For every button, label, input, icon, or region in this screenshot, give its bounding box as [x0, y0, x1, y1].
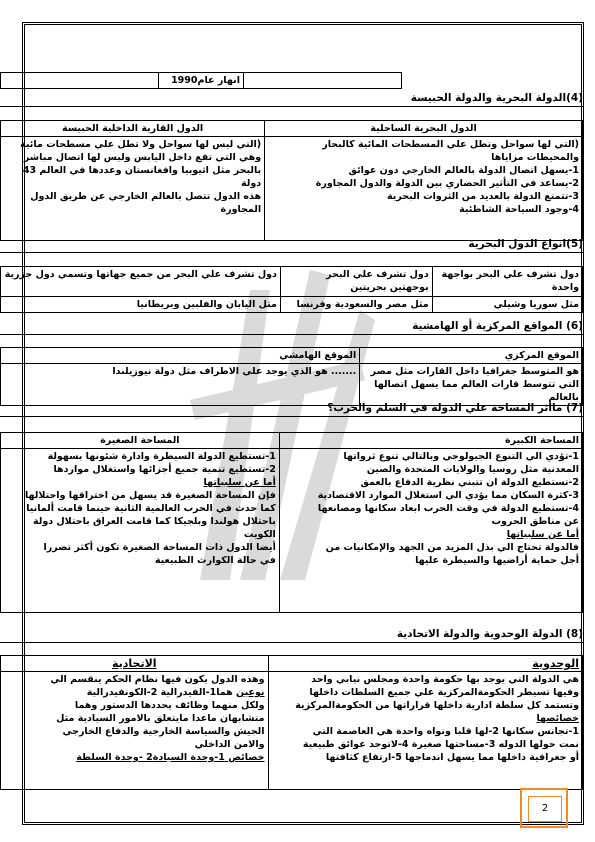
s4-right-line: (التي ليس لها سواحل ولا تطل علي مسطحات مائية: [20, 139, 262, 150]
s6-left-text: هو المتوسط جغرافيا داخل القارات مثل مصر التي تتوسط قارات العالم مما يسهل اتصالها بالعالم: [360, 364, 583, 406]
s7-left-body: [279, 449, 582, 613]
s7-left-line: 3-كثرة السكان مما يؤدي الي استغلال الموارد الاقتصادية: [317, 490, 579, 501]
section-6-title: (6) المواقع المركزية أو الهامشية: [0, 320, 583, 335]
s4-left-line: 1-يسهل اتصال الدولة بالعالم الخارجي دون عوائق: [348, 165, 579, 176]
section-7-table: [0, 432, 583, 613]
s8-right-feat: [4, 751, 265, 764]
s7-left-neg-title: أما عن سلبياتها: [506, 529, 579, 540]
s4-right-line: دولة: [241, 178, 262, 189]
s4-left-line: (التي لها سواحل وتطل علي المسطحات المائية كالبحار: [322, 139, 579, 150]
s6-left-head: الموقع المركزي: [360, 348, 583, 364]
s4-right-line: وهي التي تقع داخل اليابس وليس لها اتصال مباشر: [23, 152, 262, 163]
s8-left-line: هي الدولة التي يوجد بها حكومة واحدة ومجلس نيابي واحد: [311, 674, 579, 685]
s4-left-body: [265, 137, 583, 241]
s7-left-head: المساحة الكبيرة: [279, 433, 582, 449]
section-8-title: (8) الدولة الوحدوية والدولة الاتحادية: [0, 628, 583, 643]
s7-right-neg-line: أيضا الدول ذات المساحة الصغيرة تكون أكثر تضررا: [43, 542, 276, 553]
s8-left-line: وفيها تسيطر الحكومةالمركزية علي جميع السلطات داخلها: [309, 687, 579, 698]
top-cell-empty-2: [1, 73, 159, 89]
s8-right-line: الجيش والسياسة الخارجية والدفاع الخارجي: [62, 726, 265, 737]
s7-right-neg-line: الكويت: [243, 529, 276, 540]
s7-right-line: 1-تستطيع الدولة السيطرة وادارة شئونها بسهولة: [47, 451, 276, 462]
s8-left-feat-line: 1-تجانس سكانها 2-لها قلبا ونواه واحدة هي العاصمة التي: [312, 726, 579, 737]
s4-right-line: هذه الدول تتصل بالعالم الخارجي عن طريق الدول: [30, 191, 262, 202]
s7-right-neg-line: باحتلال هولندا وبلجيكا كما قامت العراق باحتلال دولة: [33, 516, 276, 527]
s7-right-neg-line: في حالة الكوارث الطبيعية: [154, 555, 276, 566]
section-7-title: (7) ماأثر المساحة علي الدولة في السلم والحرب؟: [0, 402, 583, 417]
s8-left-line: وتستمد كل سلطة ادارية داخلها قراراتها من الحكومةالمركزية: [295, 700, 579, 711]
section-6-table: [0, 347, 583, 406]
page-number: 2: [528, 796, 562, 822]
s7-right-neg-title: أما عن سلبياتها: [203, 477, 276, 488]
s4-right-line: المجاورة: [220, 204, 262, 215]
section-5-title: (5)انواع الدول البحرية: [0, 238, 583, 253]
s4-left-head: الدول البحرية الساحلية: [265, 121, 583, 137]
s4-left-line: 3-تتمتع الدولة بالعديد من الثروات البحرية: [387, 191, 579, 202]
s4-left-line: والمحيطات مزاياها: [491, 152, 579, 163]
s8-left-head: الوحدوية: [268, 656, 583, 672]
s5-col2-example: مثل مصر والسعودية وفرنسا: [280, 297, 432, 313]
s7-right-line: 2-تستطيع تنمية جميع أجزائها واستغلال مواردها: [53, 464, 276, 475]
top-cell-empty: [243, 73, 401, 89]
s7-left-line: 4-تستطيع الدولة في وقت الحرب ابعاد سكانها ومصانعها: [317, 503, 579, 514]
s5-col1-desc: دول تشرف علي البحر بواجهة واحدة: [432, 267, 582, 297]
section-4-title: (4)الدولة البحرية والدولة الحبيسة: [0, 92, 583, 107]
s4-right-head: الدول القارية الداخلية الحبيسة: [1, 121, 265, 137]
s4-left-line: 4-وجود السياحة الشاطئية: [459, 204, 579, 215]
s8-right-body: [1, 672, 269, 790]
s7-right-neg-line: فإن المساحة الصغيرة قد يسهل من اختراقها واحتلالها: [24, 490, 276, 501]
s7-left-line: 2-تستطيع الدولة ان تتبني نظرية الدفاع بالعمق: [360, 477, 579, 488]
s7-left-line: المعدنية مثل روسيا والولايات المتحدة والصين: [366, 464, 579, 475]
s4-left-line: 2-يساعد في التأثير الحضاري بين الدولة والدول المجاورة: [315, 178, 579, 189]
s5-col3-example: مثل اليابان والفلبين وبريطانيا: [1, 297, 281, 313]
s8-left-feat-line: أو جغرافية داخلها مما يسهل اندماجها 5-ارتفاع كثافتها: [325, 752, 579, 763]
s7-left-line: عن مناطق الحروب: [491, 516, 579, 527]
s8-left-feat-line: نمت حولها الدوله 3-مساحتها صغيرة 4-لاتوجد عوائق طبيعية: [302, 739, 579, 750]
s8-right-types-prefix: نوعين: [236, 687, 265, 698]
s7-right-neg-line: كما حدث في الحرب العالمية الثانية حينما قامت ألمانيا: [26, 503, 276, 514]
s4-right-body: [1, 137, 265, 241]
section-4-table: [0, 120, 583, 241]
s7-left-neg-line: أجل حماية أراضيها والسيطرة عليها: [415, 555, 579, 566]
s6-right-head: الموقع الهامشي: [1, 348, 360, 364]
s8-right-types: [4, 686, 265, 699]
s4-right-line: بالبحر مثل اثيوبيا وافغانستان وعددها في العالم 43: [22, 165, 262, 176]
s7-left-neg-line: فالدولة تحتاج الي بذل المزيد من الجهد والإمكانيات من: [325, 542, 579, 553]
s6-right-text: ....... هو الذي يوجد علي الاطراف مثل دولة نيوزيلندا: [1, 364, 360, 406]
s8-right-line: ولكل منهما وظائف يحددها الدستور وهما: [74, 700, 265, 711]
s7-right-head: المساحة الصغيرة: [1, 433, 280, 449]
s5-col3-desc: دول تشرف علي البحر من جميع جهاتها وتسمي دول جزرية: [1, 267, 281, 297]
s8-right-line: متشابهان ماعدا مايتعلق بالامور السيادية مثل: [56, 713, 265, 724]
top-table: [0, 72, 402, 89]
s8-left-body: [268, 672, 583, 790]
s8-right-head: الاتحادية: [1, 656, 269, 672]
s8-right-line: والامن الداخلي: [194, 739, 265, 750]
section-8-table: [0, 655, 583, 790]
s7-left-line: 1-تؤدي الي التنوع الجيولوجي وبالتالي تنوع ثرواتها: [343, 451, 579, 462]
s8-right-feat-rest: 1-وحدة السيادة2 -وحدة السلطة: [76, 752, 229, 763]
s8-left-feat-title: خصائصها: [536, 713, 579, 724]
s8-right-line: وهذه الدول يكون فيها نظام الحكم ينقسم الي: [50, 674, 265, 685]
section-5-table: [0, 266, 583, 313]
top-cell-label: انهار عام1990: [159, 73, 244, 89]
s8-right-feat-prefix: خصائص: [228, 752, 265, 763]
s5-col2-desc: دول تشرف علي البحر بوجهتين بحريتين: [280, 267, 432, 297]
s8-right-types-rest: هما1-الفيدرالية 2-الكونفيدرالية: [86, 687, 237, 698]
s7-right-body: [1, 449, 280, 613]
s5-col1-example: مثل سوريا وشيلي: [432, 297, 582, 313]
